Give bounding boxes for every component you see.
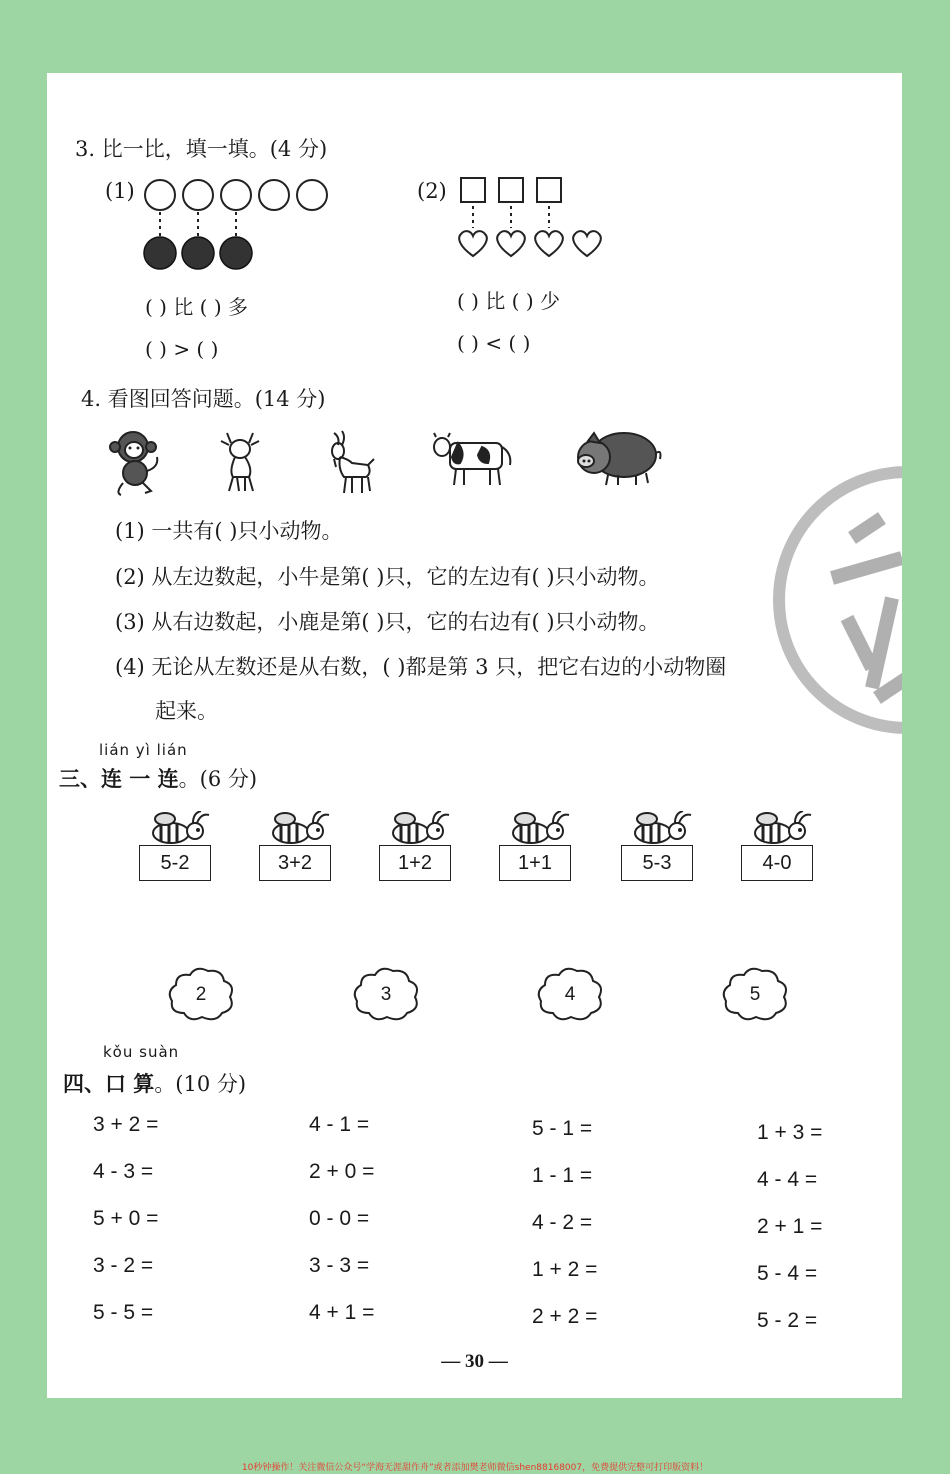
worksheet-page [47, 73, 902, 1398]
question-3-p2-line1[interactable]: ( ) 比 ( ) 少 [457, 289, 560, 313]
question-4-item-4[interactable]: (4) 无论从左数还是从右数，( )都是第 3 只，把它右边的小动物圈 [115, 655, 727, 679]
arithmetic-problem[interactable]: 1 - 1 = [532, 1164, 593, 1187]
bee-card[interactable] [499, 811, 575, 887]
bee-expression: 5-3 [621, 845, 693, 881]
squares-hearts-figure [455, 176, 615, 266]
bee-expression: 1+2 [379, 845, 451, 881]
goat-icon [322, 429, 376, 495]
arithmetic-problem[interactable]: 5 - 4 = [757, 1262, 818, 1285]
deer-icon [215, 427, 267, 495]
bee-card[interactable] [741, 811, 817, 887]
arithmetic-problem[interactable]: 4 - 4 = [757, 1168, 818, 1191]
monkey-icon [107, 427, 165, 497]
arithmetic-problem[interactable]: 3 - 2 = [93, 1254, 154, 1277]
section-3-pinyin: lián yì lián [99, 741, 188, 759]
arithmetic-problem[interactable]: 5 - 5 = [93, 1301, 154, 1324]
arithmetic-problem[interactable]: 2 + 1 = [757, 1215, 823, 1238]
page-number: — 30 — [441, 1351, 508, 1372]
bee-expression: 3+2 [259, 845, 331, 881]
question-4-item-1[interactable]: (1) 一共有( )只小动物。 [115, 519, 343, 543]
arithmetic-problem[interactable]: 0 - 0 = [309, 1207, 370, 1230]
bee-card[interactable] [139, 811, 215, 887]
bee-expression: 5-2 [139, 845, 211, 881]
cloud-number: 3 [380, 984, 392, 1005]
question-4-item-3[interactable]: (3) 从右边数起，小鹿是第( )只，它的右边有( )只小动物。 [115, 610, 660, 634]
section-3-score: 。(6 分) [178, 767, 258, 791]
cloud-answer[interactable] [720, 965, 790, 1025]
arithmetic-problem[interactable]: 1 + 2 = [532, 1258, 598, 1281]
footer-promo: 10秒钟操作！关注微信公众号“学海无涯甜作舟”或者添加樊老师微信shen88168007，免费提供完整可打印版资料！ [241, 1463, 709, 1473]
circles-compare-figure [143, 176, 343, 272]
question-3-part2-label: (2) [417, 179, 447, 203]
cloud-answer[interactable] [535, 965, 605, 1025]
arithmetic-problem[interactable]: 3 + 2 = [93, 1113, 159, 1136]
cloud-number: 5 [749, 984, 761, 1005]
arithmetic-problem[interactable]: 2 + 2 = [532, 1305, 598, 1328]
question-4-item-4-continued: 起来。 [155, 699, 218, 723]
cloud-answer[interactable] [166, 965, 236, 1025]
section-4-title [63, 1068, 246, 1098]
question-3-p1-line2[interactable]: ( ) > ( ) [145, 337, 219, 361]
question-4-item-2[interactable]: (2) 从左边数起，小牛是第( )只，它的左边有( )只小动物。 [115, 565, 660, 589]
bee-expression: 4-0 [741, 845, 813, 881]
arithmetic-problem[interactable]: 4 - 2 = [532, 1211, 593, 1234]
pig-icon [574, 427, 662, 489]
cloud-answer[interactable] [351, 965, 421, 1025]
section-4-score: 。(10 分) [154, 1072, 247, 1096]
section-4-pinyin: kǒu suàn [103, 1043, 180, 1061]
arithmetic-problem[interactable]: 2 + 0 = [309, 1160, 375, 1183]
arithmetic-problem[interactable]: 5 - 1 = [532, 1117, 593, 1140]
arithmetic-problem[interactable]: 4 - 3 = [93, 1160, 154, 1183]
bee-card[interactable] [259, 811, 335, 887]
question-3-p1-line1[interactable]: ( ) 比 ( ) 多 [145, 295, 248, 319]
question-3-title: 3. 比一比，填一填。(4 分) [75, 137, 328, 161]
bee-card[interactable] [379, 811, 455, 887]
cow-icon [432, 429, 518, 489]
bee-expression: 1+1 [499, 845, 571, 881]
arithmetic-problem[interactable]: 4 + 1 = [309, 1301, 375, 1324]
section-3-title [59, 763, 257, 793]
arithmetic-problem[interactable]: 5 + 0 = [93, 1207, 159, 1230]
bee-card[interactable] [621, 811, 697, 887]
section-3-title-text: 三、连 一 连 [59, 767, 179, 791]
question-4-title: 4. 看图回答问题。(14 分) [81, 387, 326, 411]
arithmetic-problem[interactable]: 1 + 3 = [757, 1121, 823, 1144]
seal-stamp-icon [732, 448, 902, 748]
section-4-title-text: 四、口 算 [63, 1072, 155, 1096]
question-3-part1-label: (1) [105, 179, 135, 203]
cloud-number: 2 [195, 984, 207, 1005]
arithmetic-problem[interactable]: 3 - 3 = [309, 1254, 370, 1277]
question-3-p2-line2[interactable]: ( ) < ( ) [457, 331, 531, 355]
arithmetic-problem[interactable]: 5 - 2 = [757, 1309, 818, 1332]
arithmetic-problem[interactable]: 4 - 1 = [309, 1113, 370, 1136]
cloud-number: 4 [564, 984, 576, 1005]
